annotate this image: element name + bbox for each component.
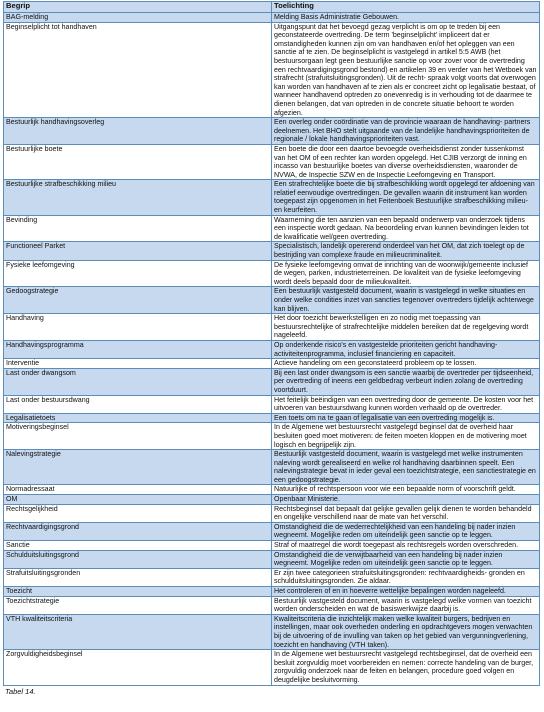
term-cell: Bestuurlijk handhavingsoverleg bbox=[4, 118, 272, 145]
term-cell: Handhaving bbox=[4, 314, 272, 341]
term-cell: Functioneel Parket bbox=[4, 242, 272, 260]
term-cell: Bevinding bbox=[4, 215, 272, 242]
definition-cell: Kwaliteitscriteria die inzichtelijk maken welke kwaliteit burgers, bedrijven en instellingen, maar ook overheden onderling en opdrachtgevers mogen verwachten bij de uitvoering of de invulling van taken op het gebied van vergunningverlening, toezicht en handhaving (VTH taken). bbox=[272, 614, 540, 649]
definition-cell: Het feitelijk beëindigen van een overtreding door de gemeente. De kosten voor het uitvoeren van bestuursdwang kunnen worden verhaald op de overtreder. bbox=[272, 395, 540, 413]
column-header-begrip: Begrip bbox=[4, 2, 272, 13]
table-row bbox=[4, 522, 540, 540]
definition-cell: Waarneming die ten aanzien van een bepaald onderwerp van onderzoek tijdens een inspectie wordt gedaan. Na beoordeling ervan kunnen bevindingen leiden tot de kwalificatie wel/geen overtreding. bbox=[272, 215, 540, 242]
table-row bbox=[4, 22, 540, 118]
definition-cell: De fysieke leefomgeving omvat de inrichting van de woonwijk/gemeente inclusief de wegen, parken, industrieterreinen. De kwaliteit van de fysieke leefomgeving wordt deels bepaald door de milieukwaliteit. bbox=[272, 260, 540, 287]
table-row bbox=[4, 485, 540, 495]
definition-cell: Omstandigheid die de verwijtbaarheid van een handeling bij nader inzien wegneemt. Mogelijke reden om uiteindelijk geen sanctie op te leggen. bbox=[272, 550, 540, 568]
definition-cell: Een toets om na te gaan of legalisatie van een overtreding mogelijk is. bbox=[272, 413, 540, 423]
term-cell: Beginselplicht tot handhaven bbox=[4, 22, 272, 118]
definition-cell: Een boete die door een daartoe bevoegde overheidsdienst zonder tussenkomst van het OM of een rechter kan worden opgelegd. Het CJIB verzorgt de inning en incasso van bestuurlijke boetes van diverse overheidsdiensten, waaronder de NVWA, de Inspectie SZW en de Inspectie Leefomgeving en Transport. bbox=[272, 144, 540, 179]
definition-cell: Een overleg onder coördinatie van de provincie waaraan de handhaving- partners deelnemen. Het BHO stelt uitgaande van de landelijke handhavingsprioriteiten de regionale / lokale handhavingsprioriteiten vast. bbox=[272, 118, 540, 145]
table-row bbox=[4, 180, 540, 215]
term-cell: Motiveringsbeginsel bbox=[4, 423, 272, 450]
term-cell: VTH kwaliteitscriteria bbox=[4, 614, 272, 649]
definition-cell: Bestuurlijk vastgesteld document, waarin is vastgelegd welke vormen van toezicht worden onderscheiden en wat de basiswerkwijze daarbij is. bbox=[272, 596, 540, 614]
table-row bbox=[4, 242, 540, 260]
term-cell: Interventie bbox=[4, 359, 272, 369]
definition-cell: Melding Basis Administratie Gebouwen. bbox=[272, 13, 540, 23]
table-row bbox=[4, 423, 540, 450]
table-row bbox=[4, 287, 540, 314]
definition-cell: In de Algemene wet bestuursrecht vastgelegd beginsel dat de overheid haar besluiten goed moet motiveren: de feiten moeten kloppen en de motivering moet logisch en begrijpelijk zijn. bbox=[272, 423, 540, 450]
term-cell: Rechtsgelijkheid bbox=[4, 504, 272, 522]
term-cell: Toezichtstrategie bbox=[4, 596, 272, 614]
term-cell: Nalevingstrategie bbox=[4, 450, 272, 485]
table-row bbox=[4, 340, 540, 358]
table-row bbox=[4, 650, 540, 685]
table-row bbox=[4, 368, 540, 395]
term-cell: Bestuurlijke boete bbox=[4, 144, 272, 179]
term-cell: Toezicht bbox=[4, 587, 272, 597]
table-row bbox=[4, 215, 540, 242]
definition-cell: Een strafrechtelijke boete die bij strafbeschikking wordt opgelegd ter afdoening van relatief eenvoudige overtredingen. De gevallen waarin dit instrument kan worden toegepast zijn opgenomen in het Feitenboek Bestuurlijke strafbeschikking milieu- en keurfeiten. bbox=[272, 180, 540, 215]
definition-cell: Er zijn twee categorieen strafuitsluitingsgronden: rechtvaardigheids- gronden en schulduitsluitingsgronden. Zie aldaar. bbox=[272, 568, 540, 586]
definition-cell: Een bestuurlijk vastgesteld document, waarin is vastgelegd in welke situaties en onder welke condities inzet van sancties tegenover overtreders tijdelijk achterwege kan blijven. bbox=[272, 287, 540, 314]
definition-cell: Straf of maatregel die wordt toegepast als rechtsregels worden overschreden. bbox=[272, 541, 540, 551]
term-cell: Fysieke leefomgeving bbox=[4, 260, 272, 287]
table-row bbox=[4, 568, 540, 586]
term-cell: Rechtvaardigingsgrond bbox=[4, 522, 272, 540]
definition-cell: Bestuurlijk vastgesteld document, waarin is vastgelegd met welke instrumenten naleving wordt gerealiseerd en welke rol handhaving daarbinnen speelt. Een nalevingstrategie bevat in ieder geval een toezichtstrategie, een sanctiestrategie en een gedoogstrategie. bbox=[272, 450, 540, 485]
definition-cell: Het door toezicht bewerkstelligen en zo nodig met toepassing van bestuursrechtelijke of strafrechtelijke middelen bereiken dat de regelgeving wordt nageleefd. bbox=[272, 314, 540, 341]
term-cell: Strafuitsluitingsgronden bbox=[4, 568, 272, 586]
definition-cell: Het controleren of en in hoeverre wettelijke bepalingen worden nageleefd. bbox=[272, 587, 540, 597]
table-row bbox=[4, 395, 540, 413]
term-cell: Bestuurlijke strafbeschikking milieu bbox=[4, 180, 272, 215]
table-row bbox=[4, 550, 540, 568]
table-row bbox=[4, 260, 540, 287]
term-cell: Handhavingsprogramma bbox=[4, 340, 272, 358]
definition-cell: Actieve handeling om een geconstateerd probleem op te lossen. bbox=[272, 359, 540, 369]
definition-cell: Uitgangspunt dat het bevoegd gezag verplicht is om op te treden bij een geconstateerde overtreding. De term 'beginselplicht' impliceert dat er omstandigheden kunnen zijn om van handhaven en/of het opleggen van een sanctie af te zien. De beginselplicht is vastgelegd in artikel 5:5 AWB (het bestuursorgaan legt geen bestuurlijke sanctie op voor zover voor de overtreding een rechtvaardigingsgrond bestond) en artikelen 39 en verder van het Wetboek van strafrecht (strafuitsluitingsgronden). Uit de recht- spraak volgt voorts dat overwogen kan worden van handhaven af te zien als er concreet zicht op legalisatie bestaat, of wanneer handhavend optreden zo onevenredig is in verhouding tot de daarmee te dienen belangen, dat van optreden in de concrete situatie behoort te worden afgezien. bbox=[272, 22, 540, 118]
table-row bbox=[4, 504, 540, 522]
definition-cell: Rechtsbeginsel dat bepaalt dat gelijke gevallen gelijk dienen te worden behandeld en ongelijke verschillend naar de mate van het verschil. bbox=[272, 504, 540, 522]
table-row bbox=[4, 541, 540, 551]
column-header-toelichting: Toelichting bbox=[272, 2, 540, 13]
glossary-table bbox=[3, 1, 540, 686]
table-row bbox=[4, 413, 540, 423]
table-body bbox=[4, 13, 540, 686]
term-cell: Legalisatietoets bbox=[4, 413, 272, 423]
term-cell: BAG-melding bbox=[4, 13, 272, 23]
term-cell: Normadressaat bbox=[4, 485, 272, 495]
table-row bbox=[4, 314, 540, 341]
table-row bbox=[4, 495, 540, 505]
table-row bbox=[4, 118, 540, 145]
term-cell: Gedoogstrategie bbox=[4, 287, 272, 314]
definition-cell: Op onderkende risico's en vastgestelde prioriteiten gericht handhaving- activiteitenprogramma, inclusief financiering en capaciteit. bbox=[272, 340, 540, 358]
term-cell: Last onder bestuursdwang bbox=[4, 395, 272, 413]
table-row bbox=[4, 450, 540, 485]
definition-cell: Omstandigheid die de wederrechtelijkheid van een handeling bij nader inzien wegneemt. Mogelijke reden om uiteindelijk geen sanctie op te leggen. bbox=[272, 522, 540, 540]
definition-cell: In de Algemene wet bestuursrecht vastgelegd rechtsbeginsel, dat de overheid een besluit zorgvuldig moet voorbereiden en nemen: correcte handeling van de burger, zorgvuldig onderzoek naar de feiten en belangen, procedure goed volgen en deugdelijke besluitvorming. bbox=[272, 650, 540, 685]
table-row bbox=[4, 596, 540, 614]
table-row bbox=[4, 587, 540, 597]
definition-cell: Openbaar Ministerie. bbox=[272, 495, 540, 505]
term-cell: OM bbox=[4, 495, 272, 505]
definition-cell: Specialistisch, landelijk opererend onderdeel van het OM, dat zich toelegt op de bestrijding van complexe fraude en milieucriminaliteit. bbox=[272, 242, 540, 260]
table-header-row bbox=[4, 2, 540, 13]
table-row bbox=[4, 144, 540, 179]
table-row bbox=[4, 13, 540, 23]
term-cell: Schulduitsluitingsgrond bbox=[4, 550, 272, 568]
term-cell: Sanctie bbox=[4, 541, 272, 551]
term-cell: Last onder dwangsom bbox=[4, 368, 272, 395]
table-caption: Tabel 14. bbox=[5, 686, 36, 696]
definition-cell: Bij een last onder dwangsom is een sanctie waarbij de overtreder per tijdseenheid, per overtreding of ineens een geldbedrag verbeurt indien zolang de overtreding voortduurt. bbox=[272, 368, 540, 395]
table-row bbox=[4, 614, 540, 649]
definition-cell: Natuurlijke of rechtspersoon voor wie een bepaalde norm of voorschrift geldt. bbox=[272, 485, 540, 495]
table-row bbox=[4, 359, 540, 369]
term-cell: Zorgvuldigheidsbeginsel bbox=[4, 650, 272, 685]
